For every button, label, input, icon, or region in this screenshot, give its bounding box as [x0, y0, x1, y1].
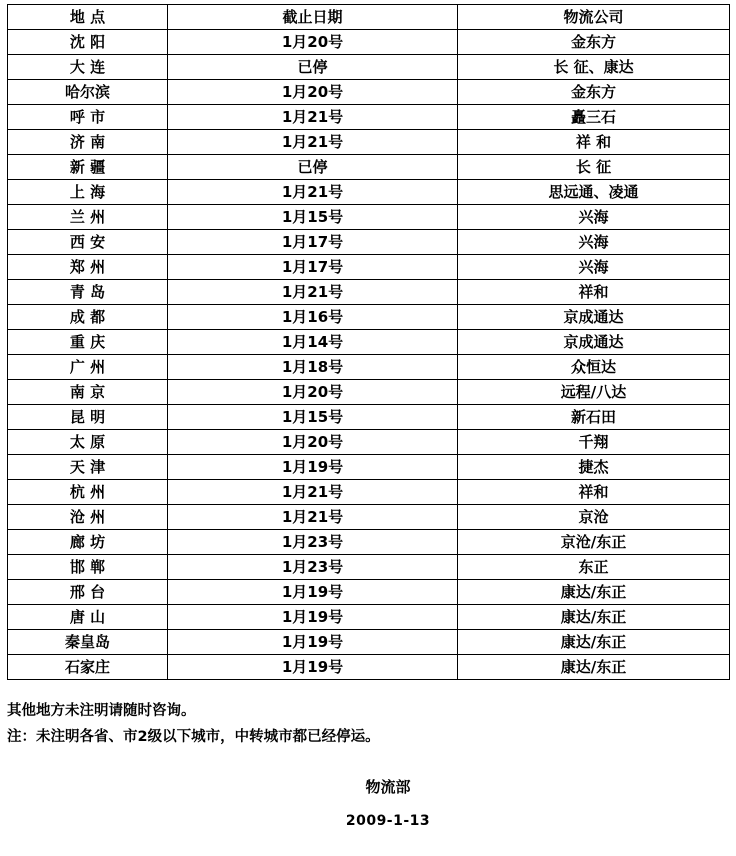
table-row [8, 180, 730, 205]
table-row [8, 505, 730, 530]
cell-deadline: 1月23号 [168, 530, 458, 555]
table-row [8, 130, 730, 155]
cell-company: 京沧/东正 [458, 530, 730, 555]
cell-location: 大 连 [8, 55, 168, 80]
cell-deadline: 1月20号 [168, 380, 458, 405]
table-row [8, 630, 730, 655]
cell-location: 重 庆 [8, 330, 168, 355]
cell-company: 远程/八达 [458, 380, 730, 405]
cell-deadline: 已停 [168, 55, 458, 80]
cell-deadline: 1月17号 [168, 255, 458, 280]
cell-company: 祥 和 [458, 130, 730, 155]
cell-deadline: 1月21号 [168, 480, 458, 505]
cell-location: 新 疆 [8, 155, 168, 180]
cell-deadline: 1月14号 [168, 330, 458, 355]
table-row [8, 105, 730, 130]
table-row [8, 355, 730, 380]
cell-company: 众恒达 [458, 355, 730, 380]
cell-deadline: 1月19号 [168, 580, 458, 605]
cell-location: 成 都 [8, 305, 168, 330]
cell-location: 呼 市 [8, 105, 168, 130]
cell-company: 祥和 [458, 480, 730, 505]
document-page [0, 4, 736, 856]
column-header-deadline: 截止日期 [168, 5, 458, 30]
cell-deadline: 1月15号 [168, 205, 458, 230]
cell-company: 京成通达 [458, 305, 730, 330]
cell-company: 长 征 [458, 155, 730, 180]
note-line-2: 注：未注明各省、市2级以下城市，中转城市都已经停运。 [7, 729, 380, 745]
cell-deadline: 1月16号 [168, 305, 458, 330]
cell-location: 南 京 [8, 380, 168, 405]
cell-deadline: 1月21号 [168, 505, 458, 530]
cell-deadline: 1月21号 [168, 180, 458, 205]
cell-company: 康达/东正 [458, 580, 730, 605]
cell-location: 唐 山 [8, 605, 168, 630]
department-signature: 物流部 [365, 778, 411, 796]
cell-location: 沧 州 [8, 505, 168, 530]
cell-company: 京沧 [458, 505, 730, 530]
cell-location: 上 海 [8, 180, 168, 205]
table-header-row [8, 5, 730, 30]
cell-location: 太 原 [8, 430, 168, 455]
cell-company: 新石田 [458, 405, 730, 430]
cell-company: 矗三石 [458, 105, 730, 130]
cell-company: 东正 [458, 555, 730, 580]
cell-location: 沈 阳 [8, 30, 168, 55]
table-row [8, 430, 730, 455]
table-row [8, 380, 730, 405]
cell-deadline: 1月20号 [168, 430, 458, 455]
cell-company: 京成通达 [458, 330, 730, 355]
column-header-company: 物流公司 [458, 5, 730, 30]
cell-location: 杭 州 [8, 480, 168, 505]
cell-company: 金东方 [458, 80, 730, 105]
cell-deadline: 1月21号 [168, 105, 458, 130]
table-body [8, 5, 730, 680]
cell-company: 兴海 [458, 205, 730, 230]
table-row [8, 330, 730, 355]
cell-deadline: 1月20号 [168, 80, 458, 105]
cell-location: 济 南 [8, 130, 168, 155]
document-date: 2009-1-13 [345, 813, 431, 829]
cell-location: 广 州 [8, 355, 168, 380]
table-row [8, 530, 730, 555]
cell-location: 廊 坊 [8, 530, 168, 555]
table-row [8, 55, 730, 80]
cell-location: 邢 台 [8, 580, 168, 605]
cell-company: 思远通、凌通 [458, 180, 730, 205]
cell-deadline: 1月21号 [168, 130, 458, 155]
cell-company: 千翔 [458, 430, 730, 455]
cell-location: 秦皇岛 [8, 630, 168, 655]
table-row [8, 480, 730, 505]
table-row [8, 30, 730, 55]
cell-deadline: 已停 [168, 155, 458, 180]
cell-deadline: 1月19号 [168, 455, 458, 480]
cell-location: 天 津 [8, 455, 168, 480]
logistics-schedule-table [7, 4, 730, 680]
column-header-location: 地 点 [8, 5, 168, 30]
cell-deadline: 1月20号 [168, 30, 458, 55]
cell-company: 兴海 [458, 255, 730, 280]
table-row [8, 255, 730, 280]
table-row [8, 205, 730, 230]
cell-deadline: 1月17号 [168, 230, 458, 255]
table-row [8, 305, 730, 330]
cell-location: 邯 郸 [8, 555, 168, 580]
table-row [8, 555, 730, 580]
cell-deadline: 1月19号 [168, 655, 458, 680]
cell-company: 金东方 [458, 30, 730, 55]
table-row [8, 580, 730, 605]
cell-company: 康达/东正 [458, 605, 730, 630]
cell-company: 长 征、康达 [458, 55, 730, 80]
cell-location: 兰 州 [8, 205, 168, 230]
cell-deadline: 1月23号 [168, 555, 458, 580]
table-row [8, 230, 730, 255]
table-row [8, 80, 730, 105]
cell-deadline: 1月19号 [168, 605, 458, 630]
notes-block [7, 698, 736, 750]
cell-location: 西 安 [8, 230, 168, 255]
cell-location: 哈尔滨 [8, 80, 168, 105]
cell-location: 青 岛 [8, 280, 168, 305]
cell-location: 石家庄 [8, 655, 168, 680]
table-row [8, 455, 730, 480]
cell-deadline: 1月15号 [168, 405, 458, 430]
note-line-1: 其他地方未注明请随时咨询。 [7, 703, 196, 719]
cell-company: 祥和 [458, 280, 730, 305]
cell-company: 捷杰 [458, 455, 730, 480]
cell-company: 兴海 [458, 230, 730, 255]
table-row [8, 155, 730, 180]
cell-deadline: 1月21号 [168, 280, 458, 305]
table-row [8, 655, 730, 680]
cell-location: 郑 州 [8, 255, 168, 280]
table-row [8, 605, 730, 630]
table-row [8, 280, 730, 305]
cell-company: 康达/东正 [458, 655, 730, 680]
cell-deadline: 1月19号 [168, 630, 458, 655]
cell-company: 康达/东正 [458, 630, 730, 655]
cell-location: 昆 明 [8, 405, 168, 430]
table-row [8, 405, 730, 430]
cell-deadline: 1月18号 [168, 355, 458, 380]
